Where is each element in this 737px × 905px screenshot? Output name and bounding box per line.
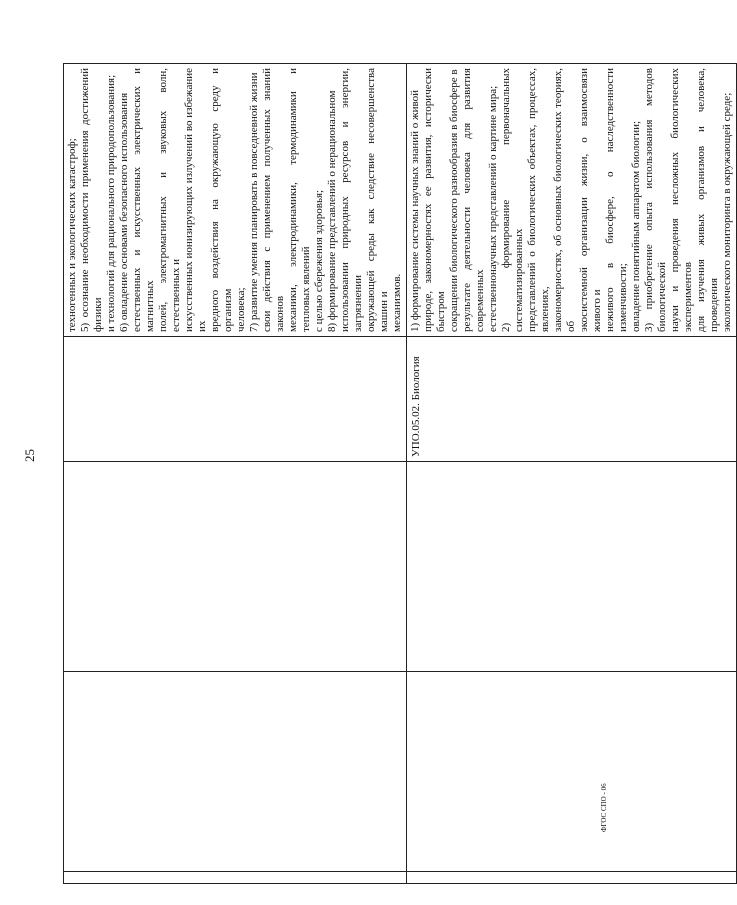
table-cell-empty bbox=[64, 872, 407, 884]
text-line: закономерностях, об основных биологических теориях, об bbox=[552, 68, 577, 332]
requirements-cell bbox=[407, 64, 737, 337]
footer-label: ФГОС СПО - 06 bbox=[600, 783, 608, 832]
text-line: 8) формирование представлений о нерациональном bbox=[326, 90, 338, 332]
table-cell-empty bbox=[407, 462, 737, 672]
text-line: сокращении биологического разнообразия в биосфере в bbox=[448, 69, 460, 332]
requirements-table-container bbox=[63, 64, 733, 884]
text-line: естественных и искусственных электрических и магнитных bbox=[131, 68, 156, 332]
text-line: 3) приобретение опыта использования методов биологической bbox=[643, 68, 668, 332]
page-number: 25 bbox=[22, 449, 37, 462]
text-line: человека; bbox=[235, 287, 247, 332]
text-line: и технологий для рационального природопользования; bbox=[105, 74, 117, 332]
table-cell-empty bbox=[64, 462, 407, 672]
table-row bbox=[64, 64, 407, 884]
text-line: 7) развитие умения планировать в повседневной жизни bbox=[248, 72, 260, 332]
text-line: 6) овладение основами безопасного использования bbox=[118, 92, 130, 332]
text-line: механизмов. bbox=[391, 273, 403, 332]
text-line: естественнонаучных представлений о картине мира; bbox=[487, 85, 499, 332]
text-line: использовании природных ресурсов и энергии, загрязнении bbox=[339, 68, 364, 332]
table-cell-empty bbox=[407, 872, 737, 884]
text-line: полей, электромагнитных и звуковых волн, естественных и bbox=[157, 68, 182, 332]
requirements-table bbox=[63, 63, 737, 884]
table-row bbox=[407, 64, 737, 884]
text-line: науки и проведения несложных биологических экспериментов bbox=[669, 68, 694, 332]
text-line: искусственных ионизирующих излучений во избежание их bbox=[183, 68, 208, 332]
requirements-text bbox=[64, 64, 406, 336]
requirements-cell bbox=[64, 64, 407, 337]
text-line: экосистемной организации жизни, о взаимосвязи живого и bbox=[578, 68, 603, 332]
text-line: 1) формирование системы научных знаний о живой bbox=[409, 89, 421, 332]
text-line: механики, электродинамики, термодинамики и тепловых явлений bbox=[287, 68, 312, 332]
text-line: с целью сбережения здоровья; bbox=[313, 189, 325, 332]
requirements-text bbox=[407, 64, 736, 336]
text-line: окружающей среды как следствие несовершенства машин и bbox=[365, 68, 390, 332]
text-line: техногенных и экологических катастроф; bbox=[66, 138, 78, 332]
text-line: представлений о биологических объектах, процессах, явлениях, bbox=[526, 68, 551, 332]
text-line: неживого в биосфере, о наследственности изменчивости; bbox=[604, 68, 629, 332]
discipline-code: УПО.05.02. Биология bbox=[410, 356, 422, 457]
text-line: овладение понятийным аппаратом биологии; bbox=[630, 120, 642, 332]
text-line: экологического мониторинга в окружающей среде; bbox=[721, 92, 733, 332]
discipline-code-cell bbox=[407, 337, 737, 462]
text-line: природе, закономерностях ее развития, исторически быстром bbox=[422, 68, 447, 332]
text-line: 2) формирование первоначальных систематизированных bbox=[500, 68, 525, 332]
text-line: результате деятельности человека для развития современных bbox=[461, 68, 486, 332]
text-line: свои действия с применением полученных знаний законов bbox=[261, 68, 286, 332]
text-line: 5) осознание необходимости применения достижений физики bbox=[79, 68, 104, 332]
text-line: вредного воздействия на окружающую среду и организм bbox=[209, 68, 234, 332]
table-cell-empty bbox=[64, 337, 407, 462]
table-cell-empty bbox=[407, 672, 737, 872]
text-line: для изучения живых организмов и человека, проведения bbox=[695, 68, 720, 332]
table-cell-empty bbox=[64, 672, 407, 872]
